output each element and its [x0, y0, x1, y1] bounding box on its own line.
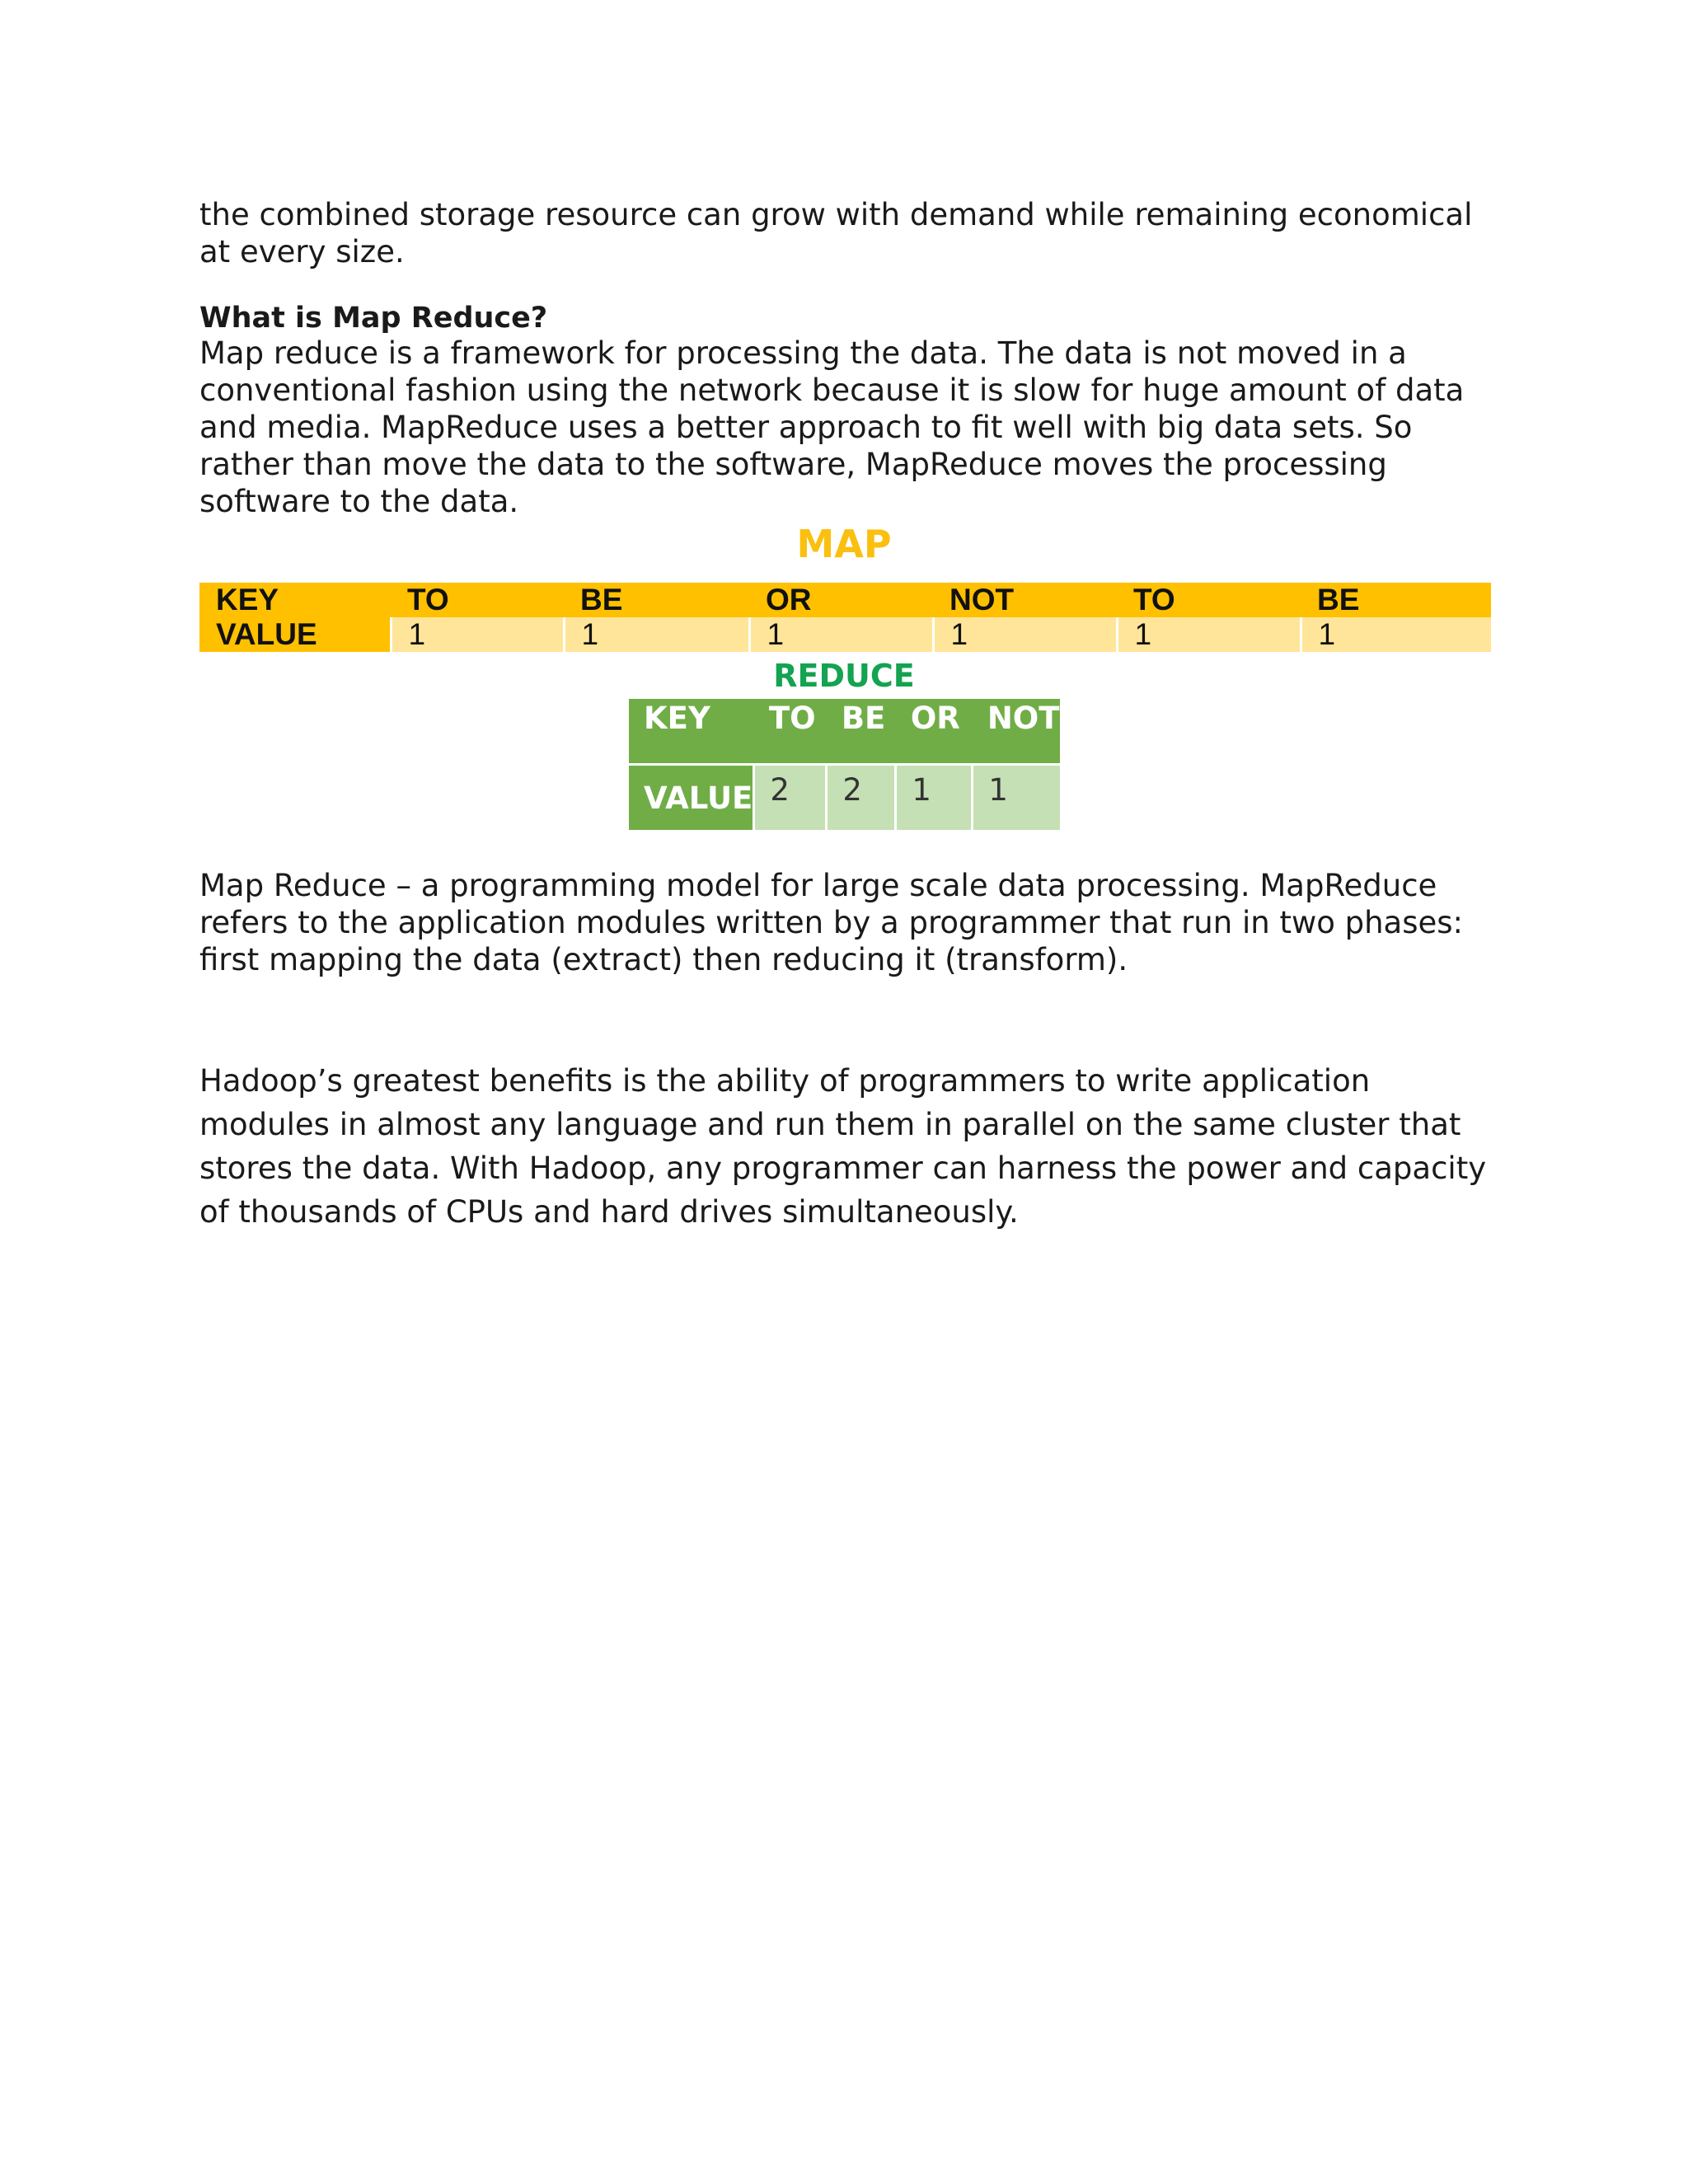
map-key-cell: TO: [391, 583, 564, 617]
reduce-key-label: KEY: [629, 699, 754, 765]
map-key-row: [199, 583, 1491, 617]
map-key-cell: OR: [749, 583, 933, 617]
reduce-key-cell: TO: [754, 699, 827, 765]
reduce-key-cell: NOT: [973, 699, 1060, 765]
map-value-cell: 1: [749, 617, 933, 652]
reduce-title: REDUCE: [773, 658, 915, 694]
map-key-cell: NOT: [933, 583, 1117, 617]
reduce-table: [629, 699, 1060, 830]
section-heading: What is Map Reduce?: [199, 302, 548, 335]
reduce-value-cell: 1: [973, 765, 1060, 831]
reduce-key-row: [629, 699, 1060, 765]
map-value-label: VALUE: [199, 617, 391, 652]
model-paragraph: Map Reduce – a programming model for large scale data processing. MapReduce refers to the application modules written by a programmer that run in two phases: first mapping the data (extract) then reducing it (transform).: [199, 868, 1464, 977]
map-value-cell: 1: [1117, 617, 1301, 652]
reduce-key-cell: BE: [827, 699, 896, 765]
map-key-cell: TO: [1117, 583, 1301, 617]
map-value-cell: 1: [933, 617, 1117, 652]
map-key-label: KEY: [199, 583, 391, 617]
map-value-cell: 1: [391, 617, 564, 652]
reduce-key-cell: OR: [896, 699, 973, 765]
reduce-value-cell: 1: [896, 765, 973, 831]
reduce-value-cell: 2: [827, 765, 896, 831]
reduce-value-label: VALUE: [629, 765, 754, 831]
reduce-value-row: [629, 765, 1060, 831]
map-value-row: [199, 617, 1491, 652]
hadoop-paragraph: Hadoop’s greatest benefits is the ability of programmers to write application modules in almost any language and run them in parallel on the same cluster that stores the data. With Hadoop, any programmer can harness the power and capacity of thousands of CPUs and hard drives simultaneously.: [199, 1063, 1487, 1230]
map-table: [199, 583, 1491, 652]
map-key-cell: BE: [564, 583, 749, 617]
map-key-cell: BE: [1301, 583, 1491, 617]
map-title: MAP: [796, 522, 892, 566]
map-value-cell: 1: [1301, 617, 1491, 652]
map-value-cell: 1: [564, 617, 749, 652]
reduce-value-cell: 2: [754, 765, 827, 831]
mapreduce-paragraph: Map reduce is a framework for processing the data. The data is not moved in a conventional fashion using the network because it is slow for huge amount of data and media. MapReduce uses a better approach to fit well with big data sets. So rather than move the data to the software, MapReduce moves the processing software to the data.: [199, 335, 1465, 519]
intro-paragraph: the combined storage resource can grow with demand while remaining economical at every size.: [199, 197, 1473, 269]
